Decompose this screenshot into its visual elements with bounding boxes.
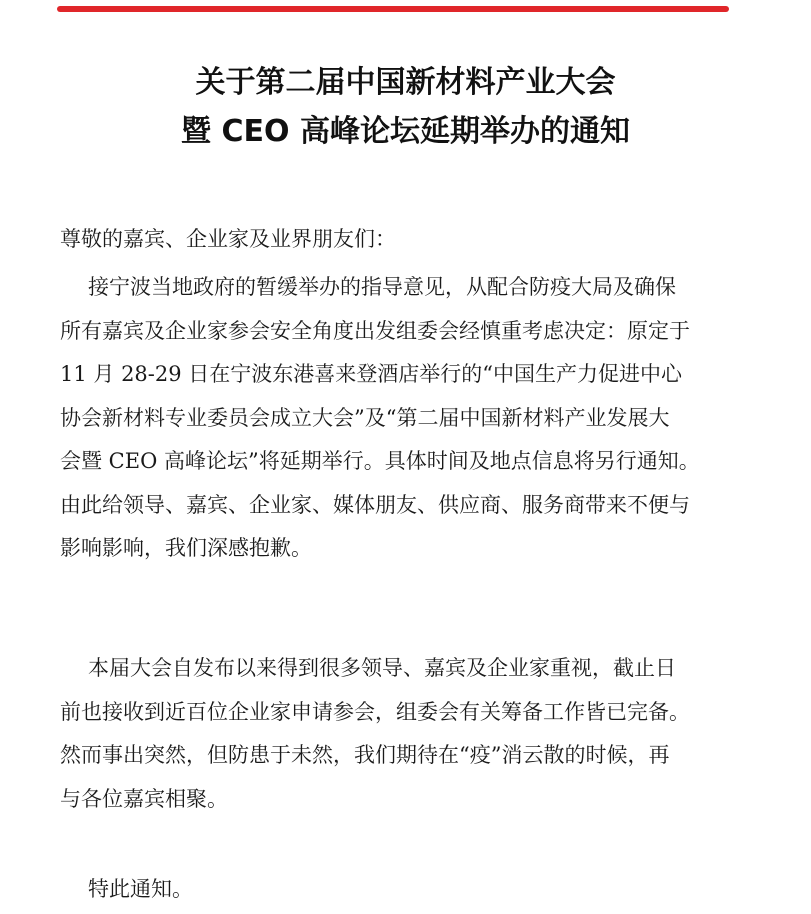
paragraph-1-line: 会暨 CEO 高峰论坛”将延期举行。具体时间及地点信息将另行通知。	[60, 449, 700, 473]
paragraph-2-line: 与各位嘉宾相聚。	[60, 786, 228, 811]
paragraph-1	[60, 266, 760, 571]
notice-title-line-1: 关于第二届中国新材料产业大会	[195, 65, 616, 100]
paragraph-2-line: 前也接收到近百位企业家申请参会，组委会有关筹备工作皆已完备。	[60, 699, 690, 724]
paragraph-1-line: 接宁波当地政府的暂缓举办的指导意见，从配合防疫大局及确保	[88, 275, 676, 299]
paragraph-2	[60, 647, 760, 821]
paragraph-1-line: 所有嘉宾及企业家参会安全角度出发组委会经慎重考虑决定：原定于	[60, 318, 690, 343]
paragraph-1-line: 11 月 28-29 日在宁波东港喜来登酒店举行的“中国生产力促进中心	[60, 362, 683, 386]
paragraph-2-line: 本届大会自发布以来得到很多领导、嘉宾及企业家重视，截止日	[88, 656, 676, 680]
paragraph-1-line: 影响影响，我们深感抱歉。	[60, 536, 312, 560]
paragraph-1-line: 协会新材料专业委员会成立大会”及“第二届中国新材料产业发展大	[60, 405, 670, 430]
notice-title-line-2: 暨 CEO 高峰论坛延期举办的通知	[181, 114, 630, 149]
salutation: 尊敬的嘉宾、企业家及业界朋友们：	[60, 227, 396, 251]
red-header-rule	[57, 6, 729, 12]
paragraph-1-line: 由此给领导、嘉宾、企业家、媒体朋友、供应商、服务商带来不便与	[60, 492, 690, 517]
closing-remark: 特此通知。	[88, 877, 193, 901]
paragraph-2-line: 然而事出突然，但防患于未然，我们期待在“疫”消云散的时候，再	[60, 743, 670, 767]
